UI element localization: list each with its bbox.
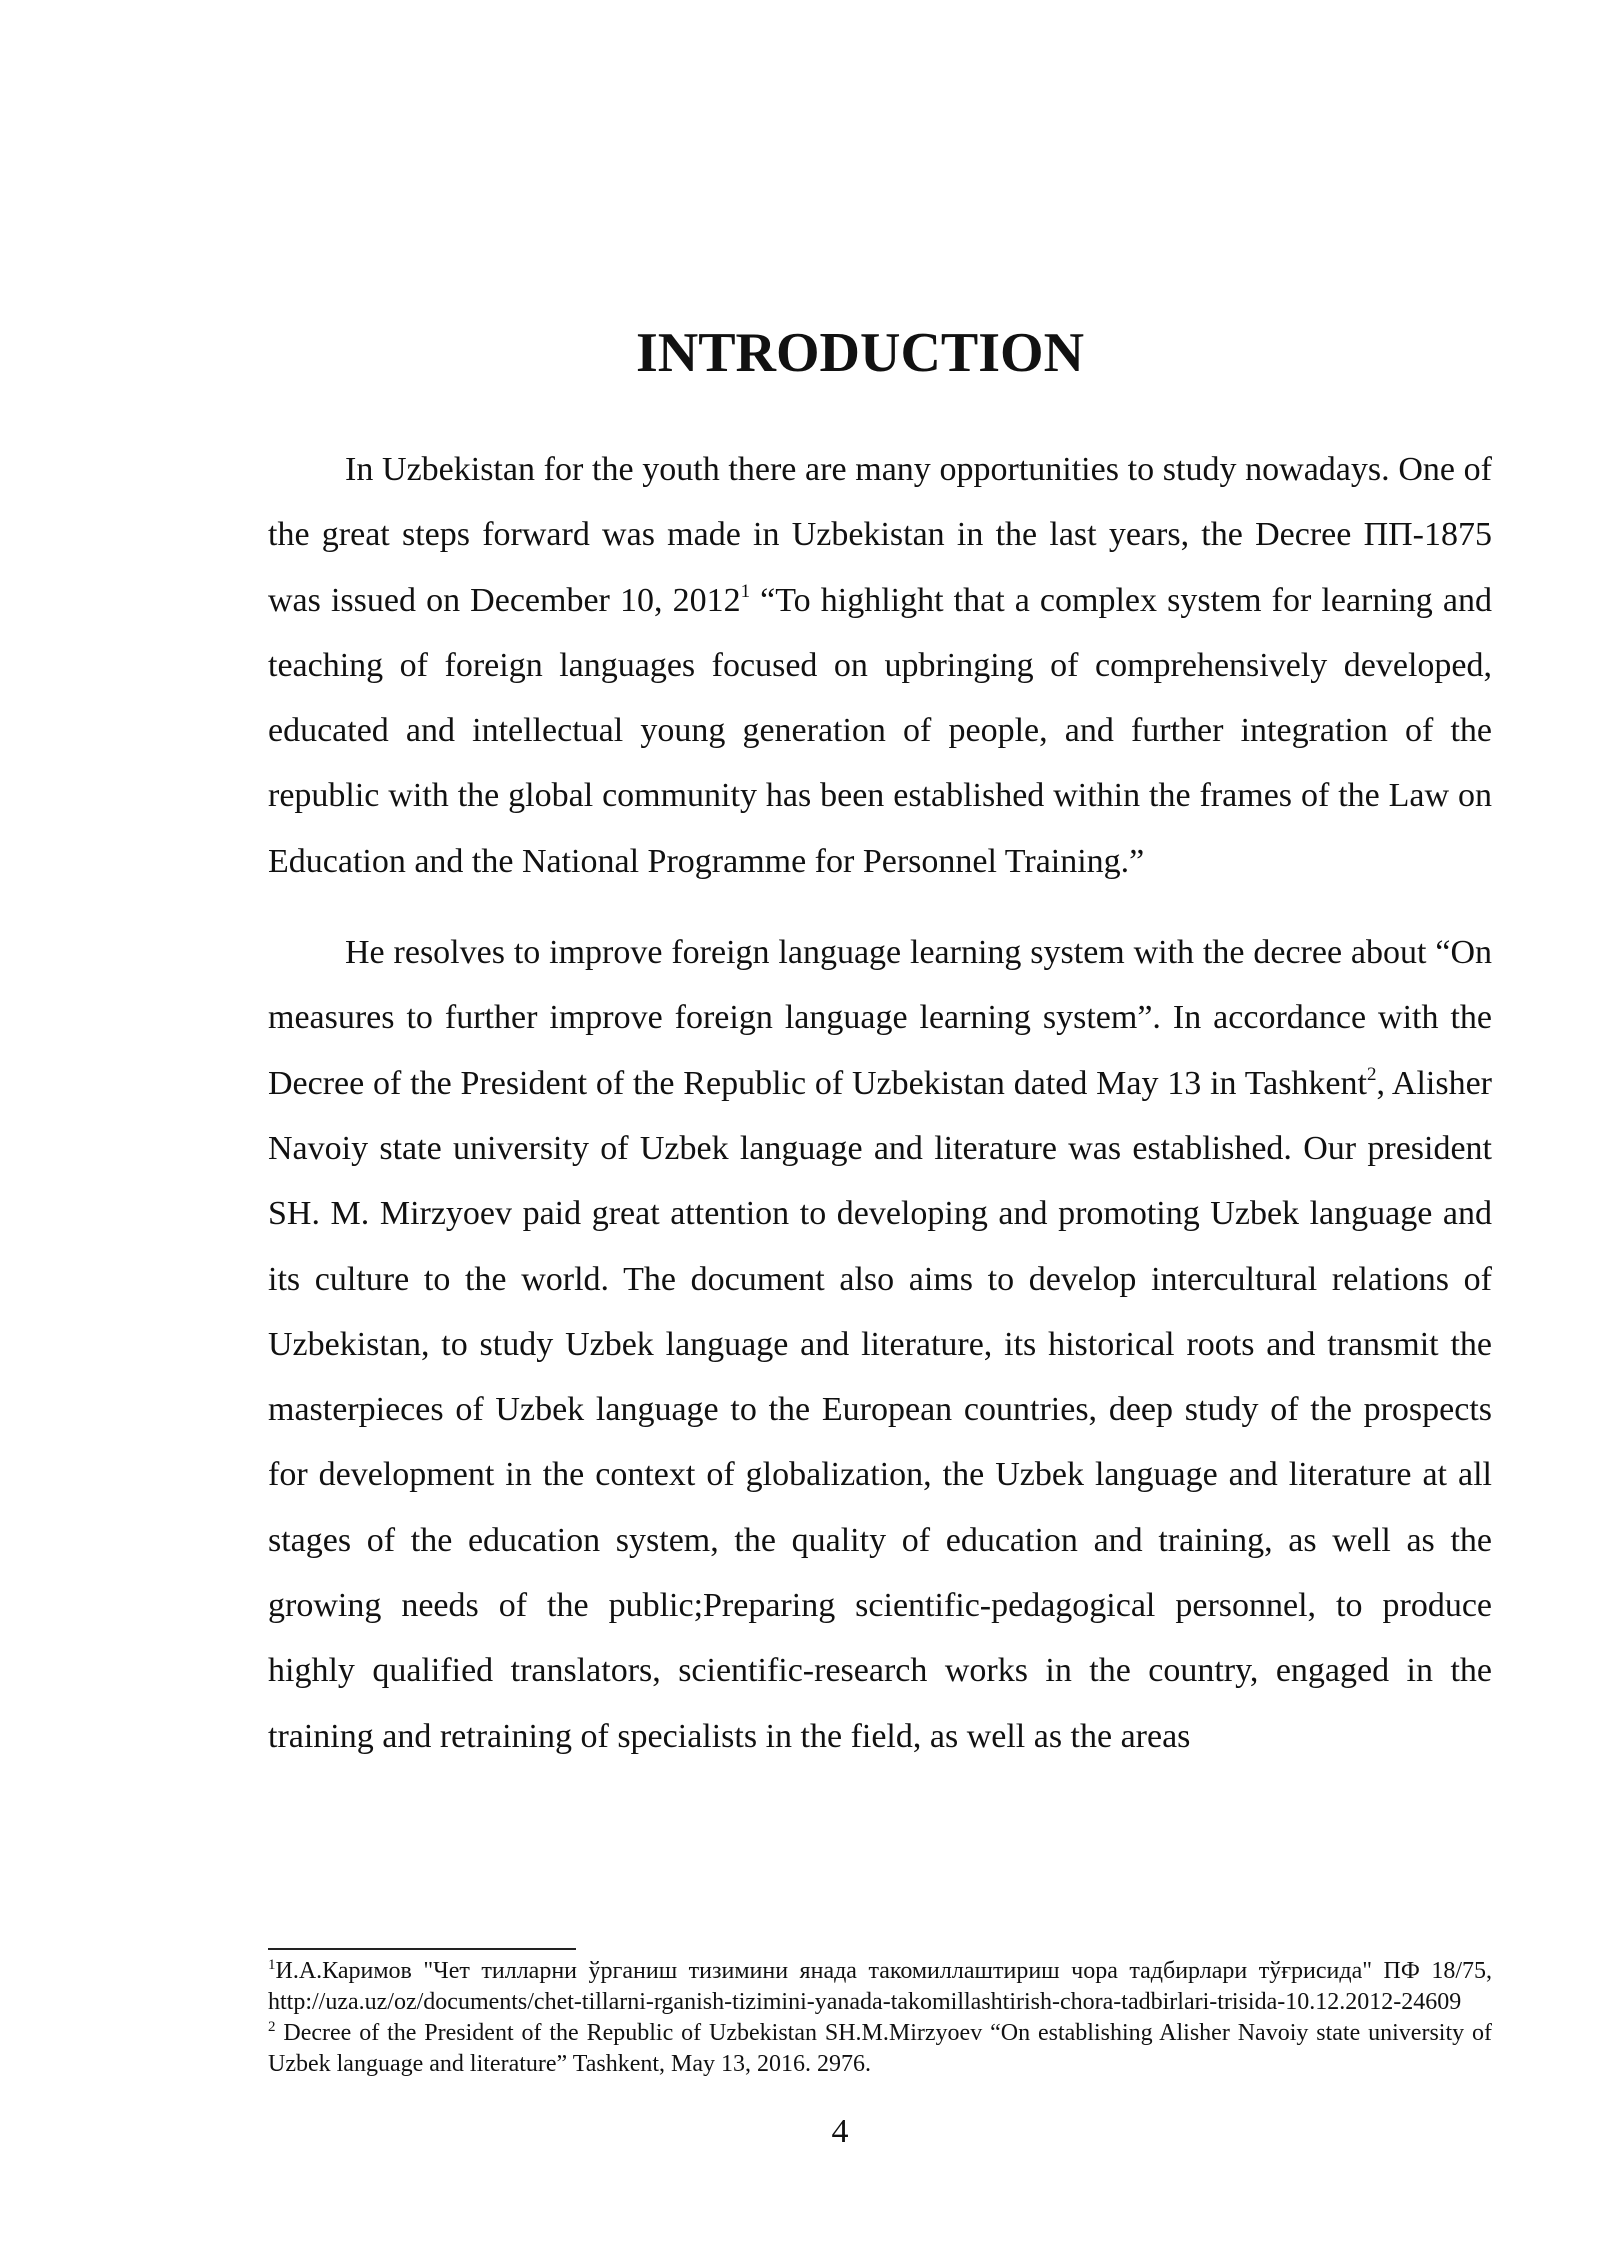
footnote-1 [268,1956,1492,2018]
footnote-text-1: И.А.Каримов "Чет тилларни ўрганиш тизимини янада такомиллаштириш чора тадбирлари тўғрисида" ПФ 18/75, http://uza.uz/oz/documents/chet-tillarni-rganish-tizimini-yanada-takomillashtirish-chora-tadbirlari-trisida-10.12.2012-24609 [268,1958,1492,2015]
paragraph-1-text-a: In Uzbekistan for the youth there are many opportunities to study nowadays. One of the great steps forward was made in Uzbekistan in the last years, the Decree ПП-1875 was issued on December 10, 2012 [268,451,1492,619]
footnote-ref-2: 2 [1366,1063,1377,1085]
body-text [268,437,1492,1769]
footnote-2 [268,2018,1492,2080]
footnote-number-1: 1 [268,1957,276,1973]
page-title: INTRODUCTION [635,322,1085,384]
paragraph-2-text-a: He resolves to improve foreign language learning system with the decree about “On measures to further improve foreign language learning system”. In accordance with the Decree of the President of the Republic of Uzbekistan dated May 13 in Tashkent [268,934,1492,1102]
footnotes [268,1956,1492,2080]
paragraph-2 [268,920,1492,1769]
footnote-text-2: Decree of the President of the Republic of Uzbekistan SH.M.Mirzyoev “On establishing Alisher Navoiy state university of Uzbek language and literature” Tashkent, May 13, 2016. 2976. [268,2020,1492,2077]
page-number: 4 [831,2113,849,2150]
footnote-ref-1: 1 [740,580,751,602]
footnote-number-2: 2 [268,2019,276,2035]
paragraph-2-text-b: , Alisher Navoiy state university of Uzbek language and literature was established. Our president SH. M. Mirzyoev paid great attention to developing and promoting Uzbek language and its culture to the world. The document also aims to develop intercultural relations of Uzbekistan, to study Uzbek language and literature, its historical roots and transmit the masterpieces of Uzbek language to the European countries, deep study of the prospects for development in the context of globalization, the Uzbek language and literature at all stages of the education system, the quality of education and training, as well as the growing needs of the public;Preparing scientific-pedagogical personnel, to produce highly qualified translators, scientific-research works in the country, engaged in the training and retraining of specialists in the field, as well as the areas [268,1064,1493,1755]
footnote-separator [268,1948,576,1950]
paragraph-1 [268,437,1492,894]
paragraph-1-text-b: “To highlight that a complex system for learning and teaching of foreign languages focused on upbringing of comprehensively developed, educated and intellectual young generation of people, and further integration of the republic with the global community has been established within the frames of the Law on Education and the National Programme for Personnel Training.” [268,581,1492,880]
